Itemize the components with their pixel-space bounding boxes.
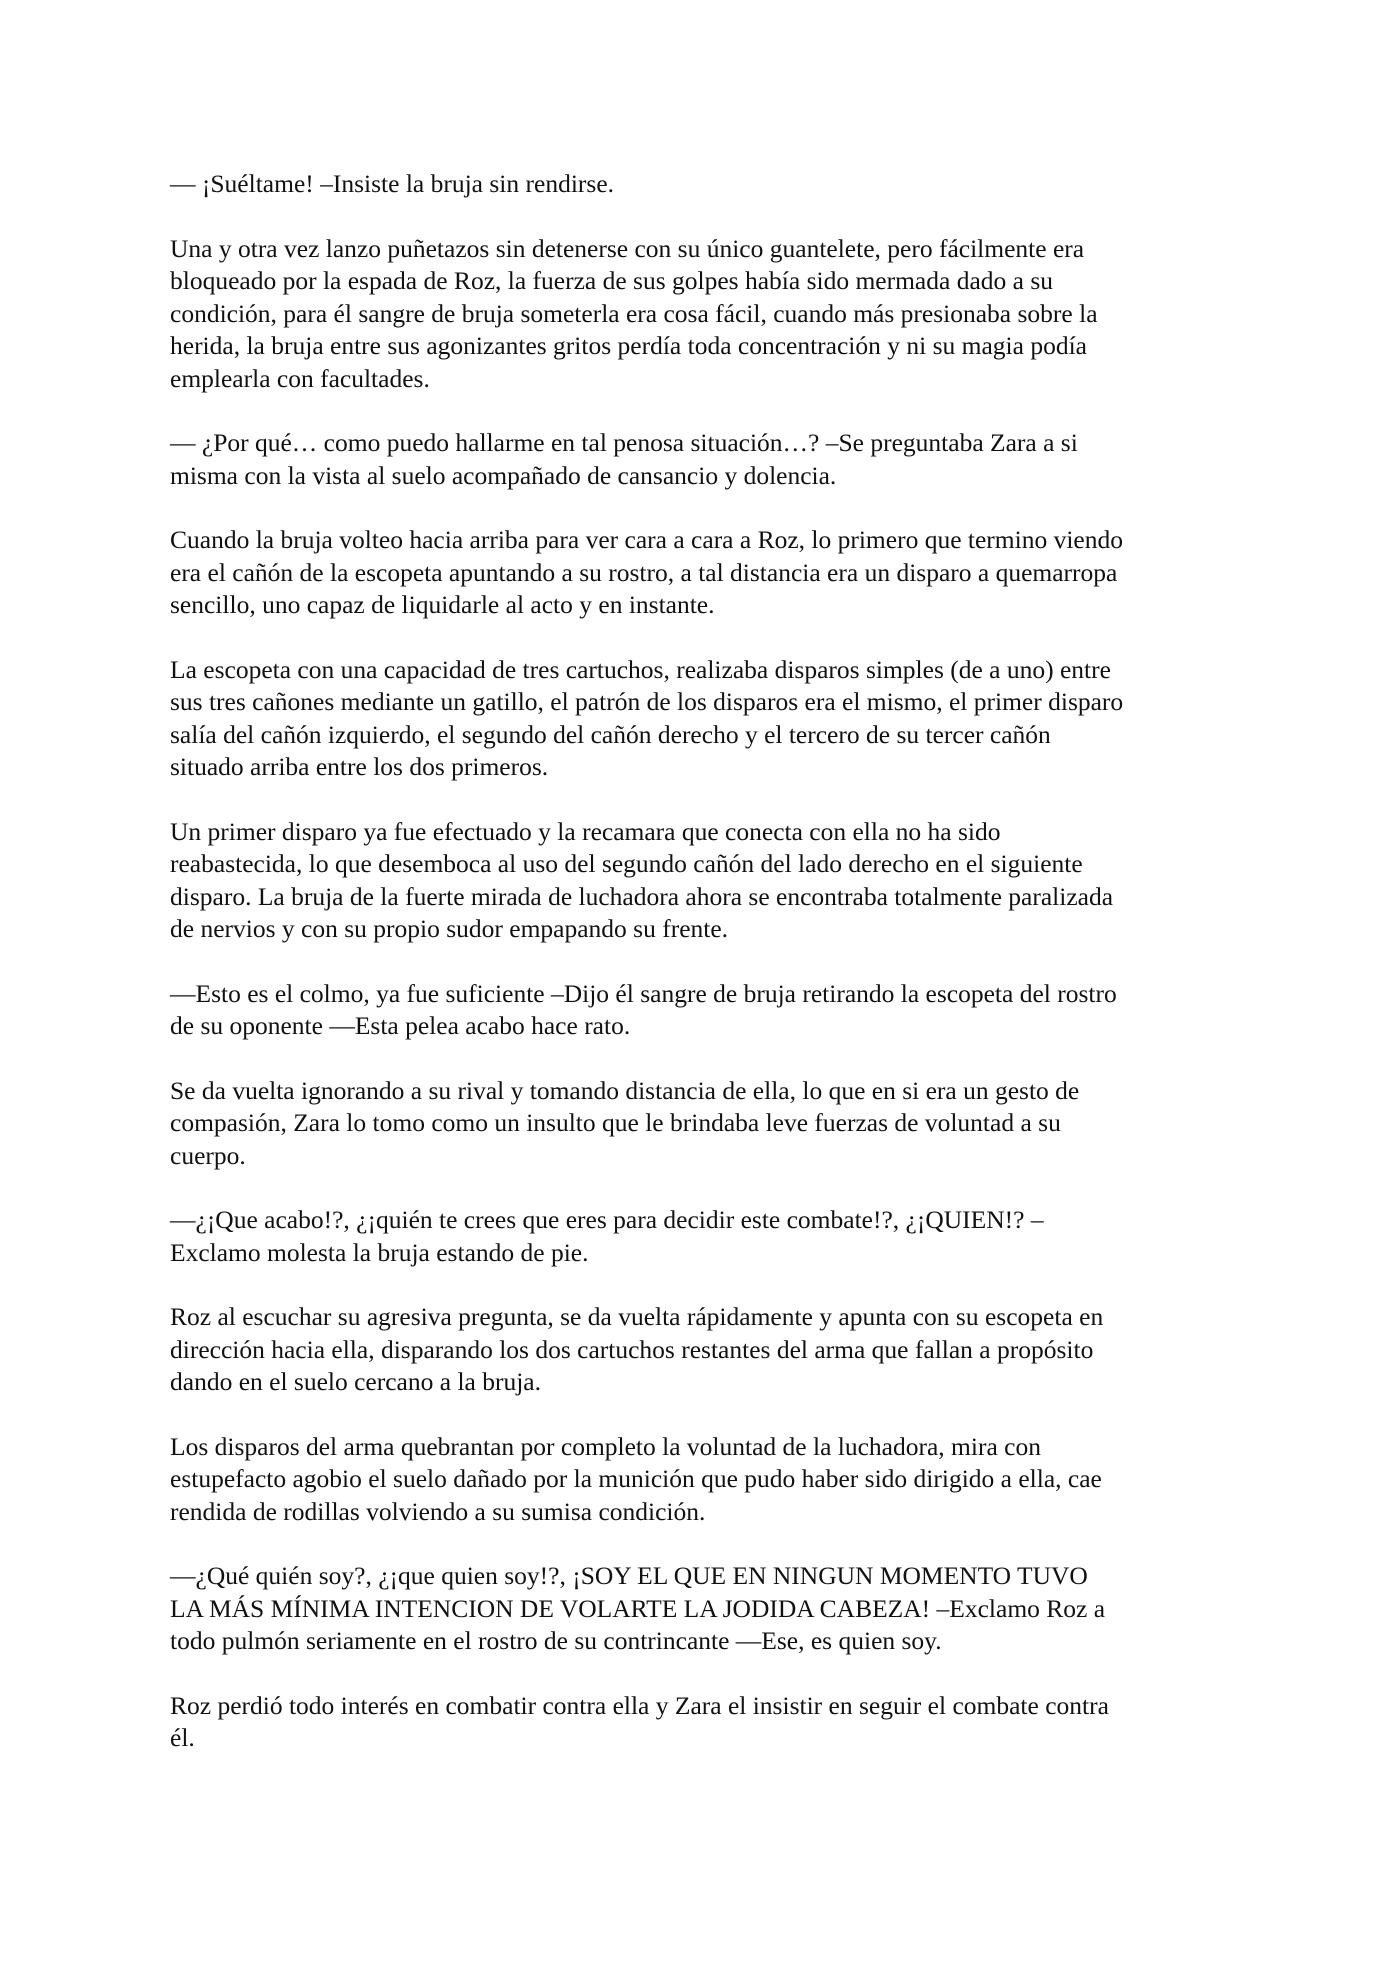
document-body	[170, 168, 1240, 1787]
paragraph	[170, 427, 1240, 492]
text-line: emplearla con facultades.	[170, 363, 430, 393]
text-line: salía del cañón izquierdo, el segundo del cañón derecho y el tercero de su tercer cañón	[170, 719, 1051, 749]
paragraph	[170, 816, 1240, 946]
text-line: —Esto es el colmo, ya fue suficiente –Dijo él sangre de bruja retirando la escopeta del rostro	[170, 978, 1117, 1008]
paragraph	[170, 1075, 1240, 1173]
text-line: dando en el suelo cercano a la bruja.	[170, 1367, 541, 1396]
text-line: —¿Qué quién soy?, ¿¡que quien soy!?, ¡SOY EL QUE EN NINGUN MOMENTO TUVO	[170, 1561, 1088, 1590]
paragraph	[170, 524, 1240, 622]
paragraph	[170, 168, 1240, 201]
text-line: —¿¡Que acabo!?, ¿¡quién te crees que eres para decidir este combate!?, ¿¡QUIEN!? –	[170, 1205, 1044, 1234]
text-line: estupefacto agobio el suelo dañado por la munición que pudo haber sido dirigido a ella, cae	[170, 1464, 1102, 1493]
text-line: Los disparos del arma quebrantan por completo la voluntad de la luchadora, mira con	[170, 1431, 1041, 1461]
paragraph	[170, 1431, 1240, 1529]
text-line: él.	[170, 1723, 195, 1752]
text-line: sus tres cañones mediante un gatillo, el patrón de los disparos era el mismo, el primer disparo	[170, 687, 1124, 716]
text-line: sencillo, uno capaz de liquidarle al acto y en instante.	[170, 590, 715, 619]
paragraph	[170, 1690, 1240, 1755]
text-line: condición, para él sangre de bruja someterla era cosa fácil, cuando más presionaba sobre la	[170, 298, 1098, 328]
text-line: compasión, Zara lo tomo como un insulto que le brindaba leve fuerzas de voluntad a su	[170, 1108, 1061, 1137]
paragraph	[170, 1560, 1240, 1658]
paragraph	[170, 978, 1240, 1043]
text-line: rendida de rodillas volviendo a su sumisa condición.	[170, 1496, 706, 1526]
paragraph	[170, 1301, 1240, 1399]
text-line: cuerpo.	[170, 1140, 246, 1170]
text-line: situado arriba entre los dos primeros.	[170, 752, 549, 781]
text-line: era el cañón de la escopeta apuntando a su rostro, a tal distancia era un disparo a quemarropa	[170, 557, 1118, 587]
text-line: — ¿Por qué… como puedo hallarme en tal penosa situación…? –Se preguntaba Zara a si	[170, 428, 1078, 457]
text-line: Roz al escuchar su agresiva pregunta, se da vuelta rápidamente y apunta con su escopeta en	[170, 1302, 1104, 1331]
text-line: La escopeta con una capacidad de tres cartuchos, realizaba disparos simples (de a uno) entre	[170, 654, 1111, 684]
paragraph	[170, 654, 1240, 784]
text-line: dirección hacia ella, disparando los dos cartuchos restantes del arma que fallan a propósito	[170, 1334, 1094, 1364]
paragraph	[170, 233, 1240, 396]
text-line: Un primer disparo ya fue efectuado y la recamara que conecta con ella no ha sido	[170, 816, 1001, 846]
text-line: todo pulmón seriamente en el rostro de su contrincante —Ese, es quien soy.	[170, 1626, 942, 1655]
text-line: herida, la bruja entre sus agonizantes gritos perdía toda concentración y ni su magia podía	[170, 331, 1087, 360]
text-line: LA MÁS MÍNIMA INTENCION DE VOLARTE LA JODIDA CABEZA! –Exclamo Roz a	[170, 1593, 1106, 1623]
text-line: Se da vuelta ignorando a su rival y tomando distancia de ella, lo que en si era un gesto de	[170, 1075, 1080, 1105]
text-line: reabastecida, lo que desemboca al uso del segundo cañón del lado derecho en el siguiente	[170, 849, 1083, 878]
text-line: Una y otra vez lanzo puñetazos sin detenerse con su único guantelete, pero fácilmente era	[170, 233, 1085, 263]
text-line: Roz perdió todo interés en combatir contra ella y Zara el insistir en seguir el combate contra	[170, 1690, 1109, 1720]
paragraph	[170, 1204, 1240, 1269]
text-line: bloqueado por la espada de Roz, la fuerza de sus golpes había sido mermada dado a su	[170, 266, 1053, 295]
text-line: Exclamo molesta la bruja estando de pie.	[170, 1237, 589, 1267]
text-line: — ¡Suéltame! –Insiste la bruja sin rendirse.	[170, 169, 615, 198]
text-line: misma con la vista al suelo acompañado de cansancio y dolencia.	[170, 460, 837, 490]
text-line: disparo. La bruja de la fuerte mirada de luchadora ahora se encontraba totalmente paralizada	[170, 881, 1114, 911]
text-line: de su oponente —Esta pelea acabo hace rato.	[170, 1011, 631, 1040]
text-line: de nervios y con su propio sudor empapando su frente.	[170, 914, 729, 943]
text-line: Cuando la bruja volteo hacia arriba para ver cara a cara a Roz, lo primero que termino viendo	[170, 525, 1123, 554]
